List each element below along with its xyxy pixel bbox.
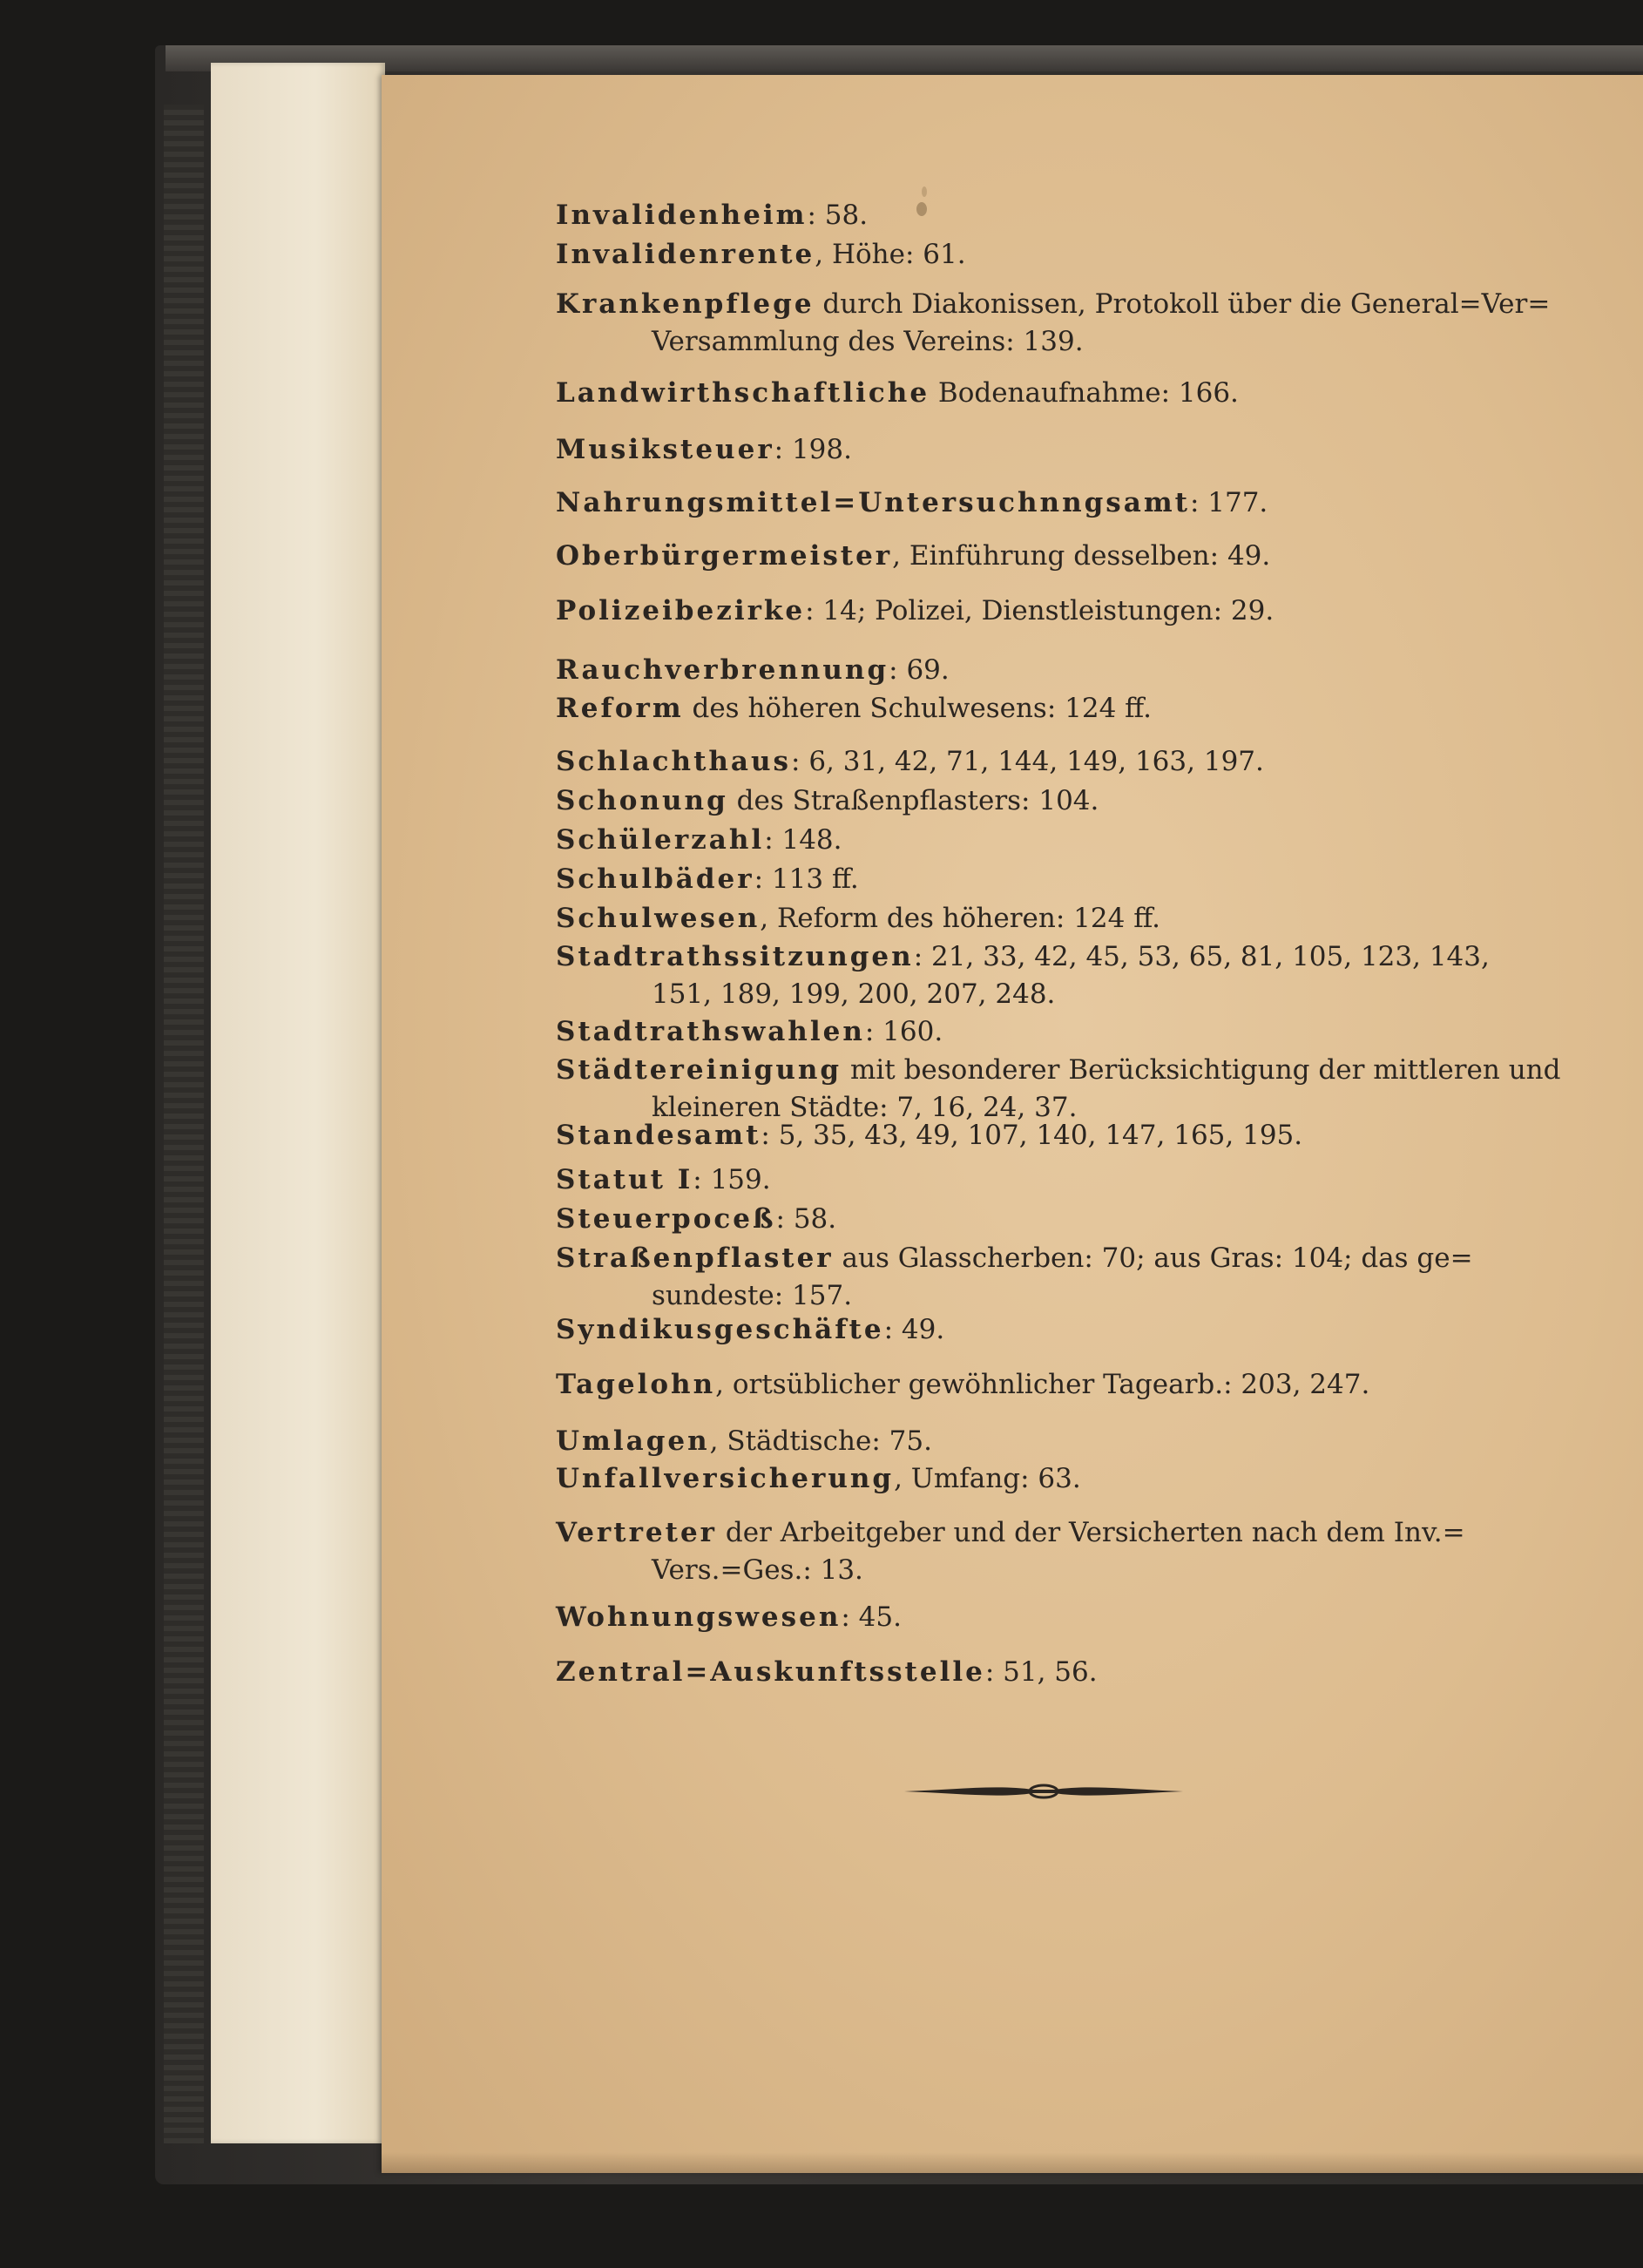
index-entry: Reform des höheren Schulwesens: 124 ff. xyxy=(556,693,1152,724)
index-entry: Tagelohn, ortsüblicher gewöhnlicher Tagearb.: 203, 247. xyxy=(556,1369,1370,1400)
index-entry: Polizeibezirke: 14; Polizei, Dienstleistungen: 29. xyxy=(556,595,1275,626)
index-entry: Nahrungsmittel=Untersuchnngsamt: 177. xyxy=(556,487,1268,518)
ink-blot xyxy=(922,186,927,197)
index-entry: Städtereinigung mit besonderer Berücksichtigung der mittleren und kleineren Städte: 7, 16, 24, 37. xyxy=(556,1054,1561,1123)
book-spine xyxy=(164,105,204,2143)
index-entry: Wohnungswesen: 45. xyxy=(556,1601,902,1633)
index-entry: Schülerzahl: 148. xyxy=(556,824,842,856)
index-entry: Schulbäder: 113 ff. xyxy=(556,863,859,895)
index-entry: Invalidenrente, Höhe: 61. xyxy=(556,239,966,270)
index-entry: Schulwesen, Reform des höheren: 124 ff. xyxy=(556,903,1160,934)
index-entry: Landwirthschaftliche Bodenaufnahme: 166. xyxy=(556,377,1239,409)
index-entry: Stadtrathssitzungen: 21, 33, 42, 45, 53, 65, 81, 105, 123, 143, 151, 189, 199, 200, 207, 248. xyxy=(556,941,1490,1010)
end-ornament-icon xyxy=(903,1772,1185,1811)
index-entry: Steuerpoceß: 58. xyxy=(556,1203,837,1235)
index-entry: Invalidenheim: 58. xyxy=(556,200,869,231)
index-entry: Vertreter der Arbeitgeber und der Versicherten nach dem Inv.= Vers.=Ges.: 13. xyxy=(556,1517,1465,1586)
index-entry: Stadtrathswahlen: 160. xyxy=(556,1016,943,1047)
book-cover-edge xyxy=(166,45,1643,71)
index-entry: Syndikusgeschäfte: 49. xyxy=(556,1314,945,1345)
index-entry: Statut I: 159. xyxy=(556,1164,771,1195)
index-entry: Schlachthaus: 6, 31, 42, 71, 144, 149, 163, 197. xyxy=(556,746,1264,777)
index-entry: Standesamt: 5, 35, 43, 49, 107, 140, 147, 165, 195. xyxy=(556,1120,1303,1151)
index-entry: Schonung des Straßenpflasters: 104. xyxy=(556,785,1099,816)
index-entry: Unfallversicherung, Umfang: 63. xyxy=(556,1463,1081,1494)
flyleaf-page xyxy=(211,63,385,2143)
index-entry: Zentral=Auskunftsstelle: 51, 56. xyxy=(556,1656,1098,1688)
index-entry: Krankenpflege durch Diakonissen, Protokoll über die General=Ver= Versammlung des Vereins: 139. xyxy=(556,288,1551,357)
index-entry: Musiksteuer: 198. xyxy=(556,434,852,465)
index-entry: Straßenpflaster aus Glasscherben: 70; aus Gras: 104; das ge= sundeste: 157. xyxy=(556,1242,1473,1311)
index-entry: Umlagen, Städtische: 75. xyxy=(556,1425,932,1457)
page-bottom-shadow xyxy=(382,2152,1643,2173)
index-entry: Rauchverbrennung: 69. xyxy=(556,654,950,686)
index-entry: Oberbürgermeister, Einführung desselben: 49. xyxy=(556,540,1271,572)
